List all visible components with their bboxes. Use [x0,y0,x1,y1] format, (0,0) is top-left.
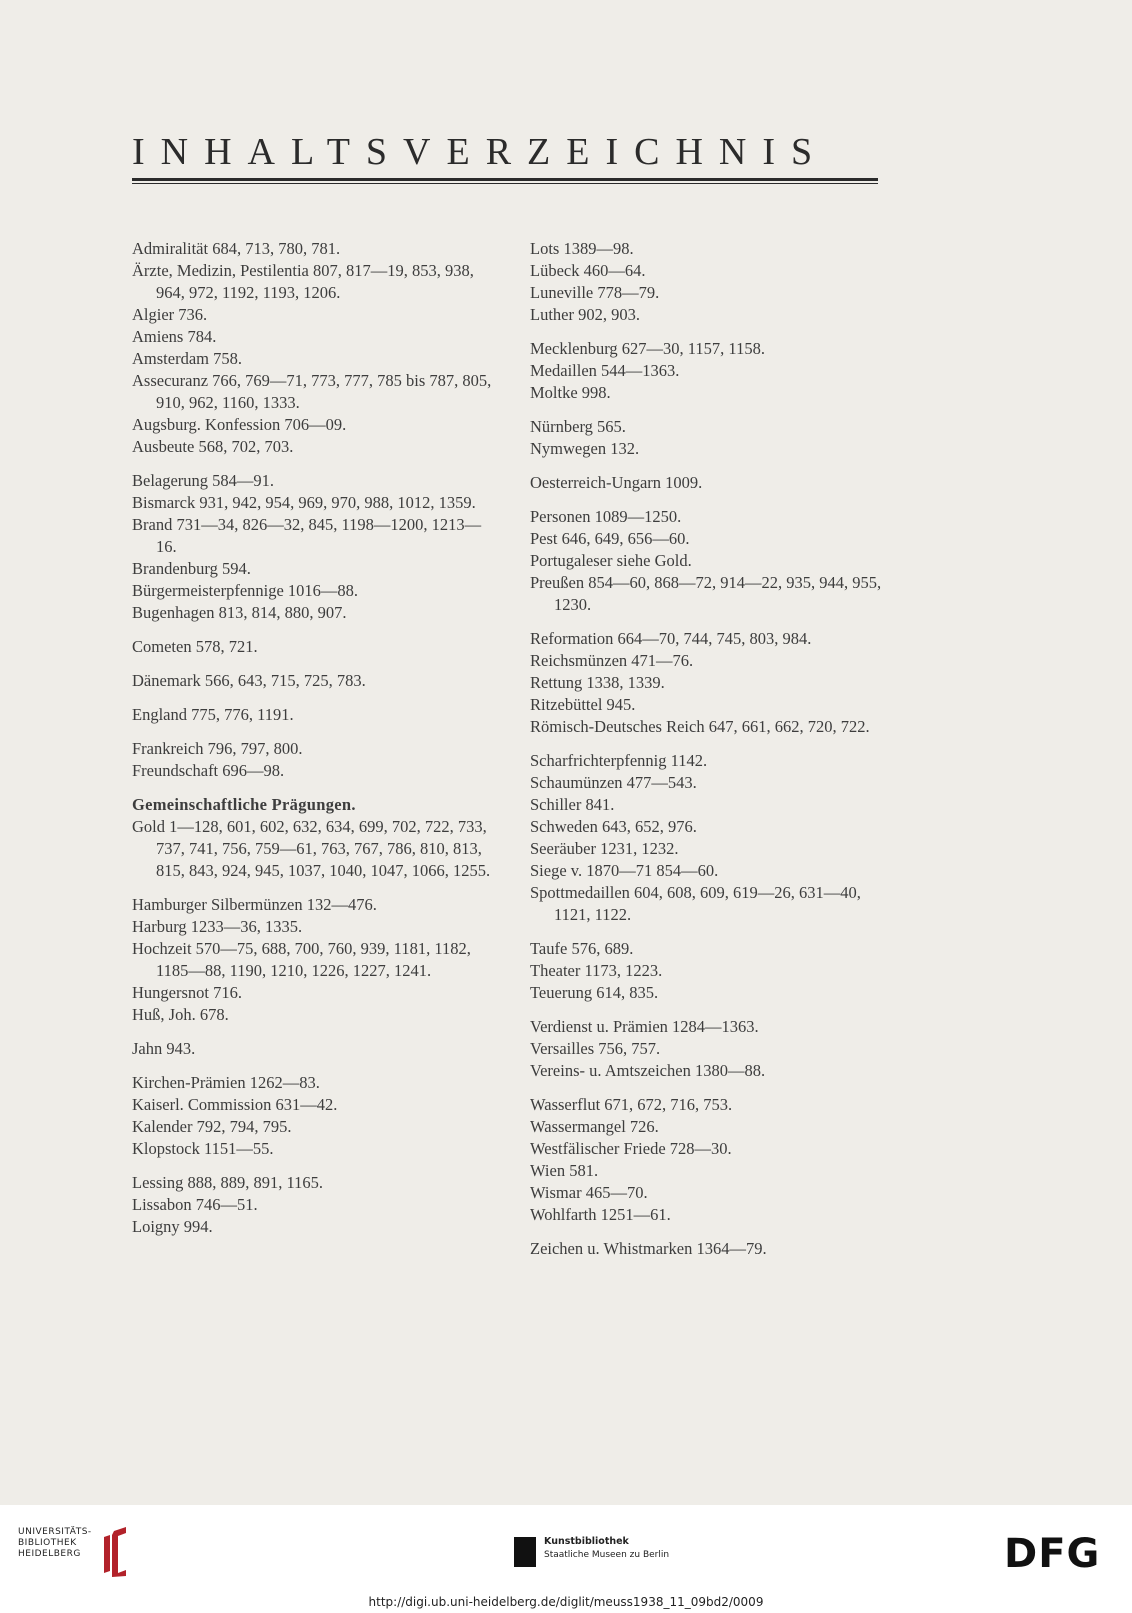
index-entry: Lübeck 460—64. [530,261,646,280]
kunstbibliothek-subtitle: Staatliche Museen zu Berlin [544,1550,670,1560]
index-entry: Ausbeute 568, 702, 703. [132,437,294,456]
index-group [132,636,492,658]
index-entry: Algier 736. [132,305,208,324]
index-entry: Taufe 576, 689. [530,939,634,958]
index-entry: Admiralität 684, 713, 780, 781. [132,239,341,258]
index-entry: Luther 902, 903. [530,305,640,324]
index-entry: Belagerung 584—91. [132,471,275,490]
index-entry: Medaillen 544—1363. [530,361,680,380]
index-entry: Kaiserl. Commission 631—42. [132,1095,338,1114]
index-entry: Reichsmünzen 471—76. [530,651,694,670]
index-entry: Cometen 578, 721. [132,637,258,656]
index-entry: Moltke 998. [530,383,611,402]
index-entry: Mecklenburg 627—30, 1157, 1158. [530,339,765,358]
index-entry: Preußen 854—60, 868—72, 914—22, 935, 944, 955, 1230. [530,573,882,614]
index-entry: Zeichen u. Whistmarken 1364—79. [530,1239,767,1258]
index-group [530,938,890,1004]
index-group [132,894,492,1026]
university-library-text: UNIVERSITÄTS- BIBLIOTHEK HEIDELBERG [18,1527,92,1559]
kunstbibliothek-mark-icon [514,1537,536,1567]
university-library-logo[interactable] [18,1527,158,1587]
index-entry: Theater 1173, 1223. [530,961,663,980]
index-entry: Ritzebüttel 945. [530,695,636,714]
index-entry: England 775, 776, 1191. [132,705,294,724]
index-entry: Assecuranz 766, 769—71, 773, 777, 785 bis 787, 805, 910, 962, 1160, 1333. [132,371,492,412]
index-entry: Nymwegen 132. [530,439,640,458]
index-entry: Westfälischer Friede 728—30. [530,1139,732,1158]
index-entry: Wien 581. [530,1161,599,1180]
index-entry: Frankreich 796, 797, 800. [132,739,303,758]
index-group [530,338,890,404]
index-entry: Versailles 756, 757. [530,1039,661,1058]
index-column-left [132,238,492,1250]
index-group [530,750,890,926]
index-entry: Dänemark 566, 643, 715, 725, 783. [132,671,366,690]
index-entry: Amiens 784. [132,327,217,346]
index-entry: Wohlfarth 1251—61. [530,1205,671,1224]
library-mark-icon [100,1527,130,1577]
index-entry: Freundschaft 696—98. [132,761,285,780]
page-title: INHALTSVERZEICHNIS [132,131,829,173]
index-entry: Siege v. 1870—71 854—60. [530,861,719,880]
index-group [530,1094,890,1226]
index-group [530,472,890,494]
index-entry: Klopstock 1151—55. [132,1139,274,1158]
index-group [132,238,492,458]
index-entry: Harburg 1233—36, 1335. [132,917,303,936]
index-entry: Verdienst u. Prämien 1284—1363. [530,1017,759,1036]
index-entry: Luneville 778—79. [530,283,660,302]
index-entry: Bugenhagen 813, 814, 880, 907. [132,603,347,622]
index-entry: Personen 1089—1250. [530,507,682,526]
index-entry: Lessing 888, 889, 891, 1165. [132,1173,323,1192]
index-group [132,1072,492,1160]
index-entry: Spottmedaillen 604, 608, 609, 619—26, 631—40, 1121, 1122. [530,883,861,924]
index-entry: Pest 646, 649, 656—60. [530,529,690,548]
index-entry: Brand 731—34, 826—32, 845, 1198—1200, 1213—16. [132,515,482,556]
index-group [530,238,890,326]
index-entry: Bürgermeisterpfennige 1016—88. [132,581,359,600]
index-group [530,628,890,738]
index-entry: Hamburger Silbermünzen 132—476. [132,895,377,914]
index-entry: Kalender 792, 794, 795. [132,1117,292,1136]
index-entry: Loigny 994. [132,1217,213,1236]
index-group [132,738,492,782]
index-section-heading: Gemeinschaftliche Prägungen. [132,795,356,814]
index-group [530,1016,890,1082]
index-entry: Oesterreich-Ungarn 1009. [530,473,703,492]
index-group [132,1172,492,1238]
index-group [132,1038,492,1060]
index-entry: Rettung 1338, 1339. [530,673,665,692]
index-entry: Reformation 664—70, 744, 745, 803, 984. [530,629,812,648]
kunstbibliothek-title: Kunstbibliothek [544,1536,629,1547]
index-entry: Schweden 643, 652, 976. [530,817,697,836]
index-entry: Gold 1—128, 601, 602, 632, 634, 699, 702, 722, 733, 737, 741, 756, 759—61, 763, 767, 786, 810, 813, 815, 843, 924, 945, 1037, 1040, 1047, 1066, 1255. [132,817,491,880]
index-entry: Wassermangel 726. [530,1117,659,1136]
title-rule [132,178,878,184]
index-entry: Hungersnot 716. [132,983,242,1002]
viewer-footer [0,1505,1132,1613]
index-entry: Ärzte, Medizin, Pestilentia 807, 817—19, 853, 938, 964, 972, 1192, 1193, 1206. [132,261,474,302]
index-entry: Schaumünzen 477—543. [530,773,697,792]
index-group [132,794,492,882]
index-entry: Lots 1389—98. [530,239,634,258]
index-column-right [530,238,890,1272]
index-entry: Lissabon 746—51. [132,1195,258,1214]
index-group [132,470,492,624]
index-entry: Wasserflut 671, 672, 716, 753. [530,1095,733,1114]
source-url[interactable]: http://digi.ub.uni-heidelberg.de/diglit/meuss1938_11_09bd2/0009 [368,1595,764,1609]
index-entry: Brandenburg 594. [132,559,251,578]
index-group [530,1238,890,1260]
index-entry: Nürnberg 565. [530,417,626,436]
index-group [530,506,890,616]
kunstbibliothek-logo[interactable] [514,1533,714,1573]
index-entry: Huß, Joh. 678. [132,1005,229,1024]
index-entry: Scharfrichterpfennig 1142. [530,751,708,770]
index-entry: Augsburg. Konfession 706—09. [132,415,347,434]
index-entry: Kirchen-Prämien 1262—83. [132,1073,320,1092]
index-entry: Jahn 943. [132,1039,196,1058]
index-entry: Teuerung 614, 835. [530,983,659,1002]
dfg-logo[interactable]: DFG [1004,1531,1101,1577]
index-entry: Seeräuber 1231, 1232. [530,839,679,858]
index-group [132,670,492,692]
index-entry: Bismarck 931, 942, 954, 969, 970, 988, 1012, 1359. [132,493,476,512]
index-entry: Schiller 841. [530,795,615,814]
index-group [132,704,492,726]
index-entry: Hochzeit 570—75, 688, 700, 760, 939, 1181, 1182, 1185—88, 1190, 1210, 1226, 1227, 1241. [132,939,471,980]
index-entry: Vereins- u. Amtszeichen 1380—88. [530,1061,766,1080]
index-entry: Amsterdam 758. [132,349,242,368]
index-entry: Römisch-Deutsches Reich 647, 661, 662, 720, 722. [530,717,870,736]
index-entry: Portugaleser siehe Gold. [530,551,692,570]
index-entry: Wismar 465—70. [530,1183,648,1202]
index-group [530,416,890,460]
